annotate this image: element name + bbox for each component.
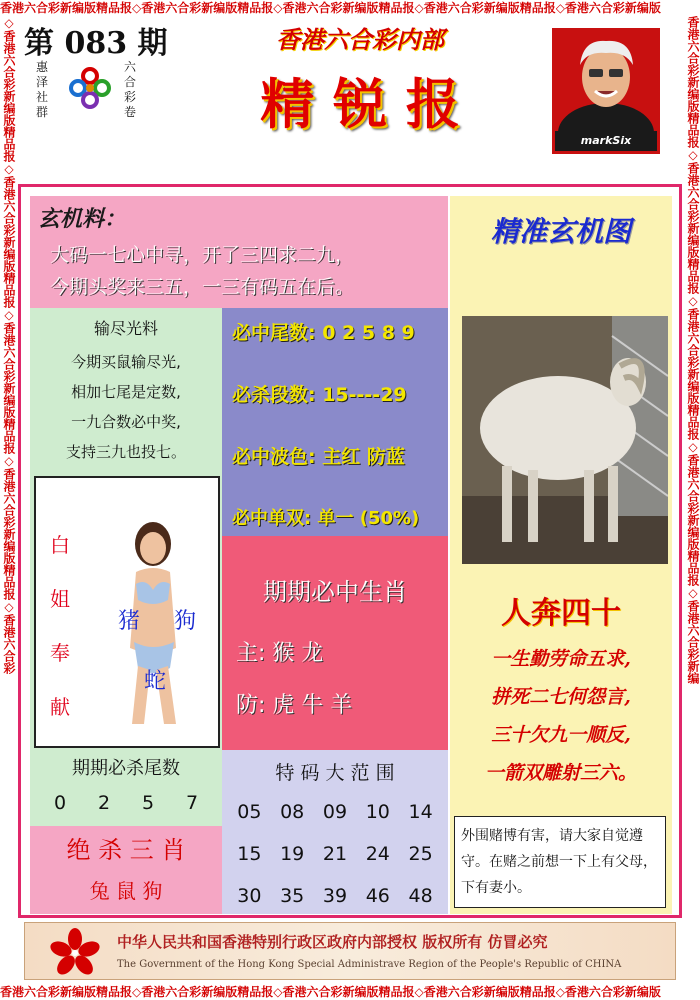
kill-zodiac-section xyxy=(30,826,222,914)
special-number: 08 xyxy=(280,801,305,823)
lose-all-section xyxy=(30,308,222,474)
kill-zodiac-values: 兔 鼠 狗 xyxy=(89,879,163,903)
bottom-border-text: 香港六合彩新编版精品报◇香港六合彩新编版精品报◇香港六合彩新编版精品报◇香港六合彩新编版精品报◇香港六合彩新编版 xyxy=(0,985,661,999)
kill-tail-digit: 7 xyxy=(185,792,199,814)
puzzle-poem-line: 一生勤劳命五求, xyxy=(491,648,631,670)
special-number: 21 xyxy=(322,843,348,865)
puzzle-section xyxy=(450,196,672,914)
special-range-section xyxy=(222,750,448,914)
special-number: 05 xyxy=(237,801,262,823)
zodiac-section xyxy=(222,536,448,750)
puzzle-poem-line: 一箭双雕射三六。 xyxy=(484,762,637,784)
brand-right: 六合彩卷 xyxy=(124,60,137,119)
pick-odd-even: 必中单双: 单一 (50%) xyxy=(232,508,420,529)
offering-char: 献 xyxy=(50,695,70,719)
special-range-title: 特 码 大 范 围 xyxy=(275,762,395,784)
special-number: 15 xyxy=(237,843,262,865)
lose-all-line: 相加七尾是定数, xyxy=(71,383,181,401)
zodiac-pick-3: 蛇 xyxy=(144,669,167,694)
top-border-text: 香港六合彩新编版精品报◇香港六合彩新编版精品报◇香港六合彩新编版精品报◇香港六合彩新编版精品报◇香港六合彩新编版 xyxy=(0,1,661,15)
special-number: 35 xyxy=(280,885,305,907)
right-border-text: 香港六合彩新编版精品报◇香港六合彩新编版精品报◇香港六合彩新编版精品报◇香港六合彩新编版精品报◇香港六合彩新编 xyxy=(686,16,700,684)
host-photo xyxy=(552,28,660,154)
offering-char: 奉 xyxy=(50,641,70,665)
brand-left: 惠泽社群 xyxy=(36,60,49,119)
offering-char: 白 xyxy=(50,533,70,557)
puzzle-poem-line: 三十欠九一顺反, xyxy=(491,724,631,746)
photo-label: markSix xyxy=(555,131,657,151)
special-number: 46 xyxy=(365,885,390,907)
bauhinia-icon xyxy=(47,927,103,977)
footer-line-1: 中华人民共和国香港特别行政区政府内部授权 版权所有 仿冒必究 xyxy=(117,933,548,951)
brand-logo-icon xyxy=(68,66,112,110)
kill-tail-title: 期期必杀尾数 xyxy=(72,758,180,779)
riddle-section xyxy=(30,196,448,308)
puzzle-caption: 人奔四十 xyxy=(501,596,621,631)
riddle-line-2: 今期头奖来三五，一三有码五在后。 xyxy=(50,276,355,298)
sheep-photo xyxy=(462,316,668,564)
special-number: 14 xyxy=(408,801,433,823)
picks-section xyxy=(222,308,448,536)
issue-number: 第 083 期 xyxy=(24,26,168,61)
kill-tail-digit: 0 xyxy=(53,792,67,814)
header-title: 精 锐 报 xyxy=(260,72,460,136)
special-number: 09 xyxy=(322,801,348,823)
gambling-warning: 外围赌博有害，请大家自觉遵守。在赌之前想一下上有父母，下有妻小。 xyxy=(454,816,666,908)
puzzle-title: 精准玄机图 xyxy=(490,215,631,248)
pick-segment: 必杀段数: 15----29 xyxy=(232,384,407,406)
kill-tail-digit: 2 xyxy=(97,792,111,814)
pick-tail: 必中尾数: 0 2 5 8 9 xyxy=(232,322,415,344)
special-number: 48 xyxy=(408,885,433,907)
pick-wave: 必中波色: 主红 防蓝 xyxy=(232,446,405,468)
special-number: 25 xyxy=(408,843,433,865)
special-number: 24 xyxy=(365,843,390,865)
offering-char: 姐 xyxy=(50,587,70,611)
zodiac-title: 期期必中生肖 xyxy=(263,578,407,606)
lose-all-title: 输尽光料 xyxy=(93,319,158,338)
puzzle-poem-line: 拼死二七何怨言, xyxy=(491,686,631,708)
zodiac-pick-1: 猪 xyxy=(118,609,141,634)
special-number: 10 xyxy=(365,801,390,823)
riddle-line-1: 大码一七心中寻，开了三四求二九， xyxy=(50,244,355,266)
lose-all-line: 今期买鼠输尽光, xyxy=(71,353,181,371)
footer-banner xyxy=(24,922,676,980)
kill-zodiac-title: 绝 杀 三 肖 xyxy=(66,836,186,864)
riddle-label: 玄机料： xyxy=(38,206,127,232)
special-number: 19 xyxy=(280,843,305,865)
lose-all-line: 支持三九也投七。 xyxy=(65,443,186,461)
footer-line-2: The Government of the Hong Kong Special Administrave Region of the People's Republic of CHINA xyxy=(117,959,622,970)
white-sister-section xyxy=(30,474,222,750)
zodiac-pick-2: 狗 xyxy=(174,609,197,634)
zodiac-main: 主: 猴 龙 xyxy=(236,641,324,666)
special-number: 30 xyxy=(237,885,262,907)
special-number: 39 xyxy=(322,885,348,907)
header-subtitle: 香港六合彩内部 xyxy=(276,25,444,54)
kill-tail-section xyxy=(30,750,222,826)
zodiac-guard: 防: 虎 牛 羊 xyxy=(236,693,353,718)
lose-all-line: 一九合数必中奖, xyxy=(71,413,181,431)
left-border-text: ◇香港六合彩新编版精品报◇香港六合彩新编版精品报◇香港六合彩新编版精品报◇香港六合彩新编版精品报◇香港六合彩 xyxy=(2,16,16,674)
kill-tail-digit: 5 xyxy=(141,792,155,814)
